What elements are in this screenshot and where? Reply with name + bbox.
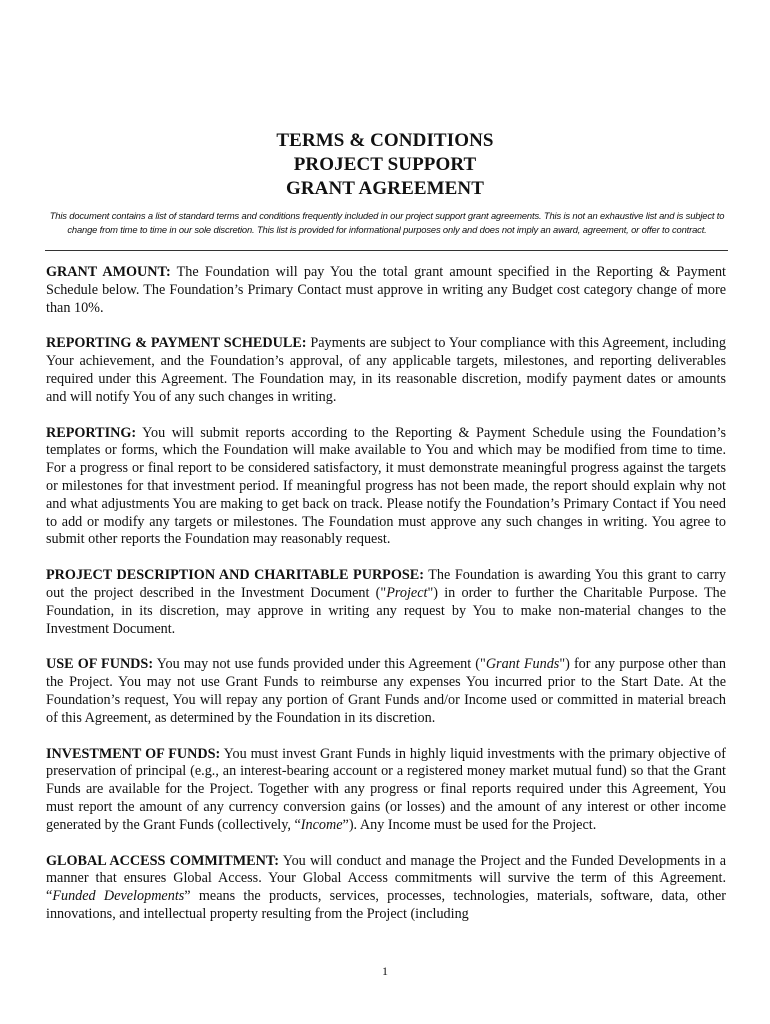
title-line-2: PROJECT SUPPORT bbox=[293, 154, 477, 175]
section-text: Payments are subject to Your compliance with this Agreement, including Your achievement, and the Foundation’s approval, of any applicable targets, milestones, and reporting deliverables required under this Agreement. The Foundation may, in its reasonable discretion, modify payment dates or amounts and will notify You of any such changes in writing. bbox=[46, 335, 726, 405]
disclaimer-note: This document contains a list of standard terms and conditions frequently included in our project support grant agreements. This is not an exhaustive list and is subject to change from time to time in our sole discretion. This list is provided for informational purposes only and does not imply an award, agreement, or offer to contract. bbox=[49, 210, 725, 235]
section-use-of-funds bbox=[46, 656, 726, 727]
section-investment-of-funds bbox=[46, 746, 726, 835]
section-text: The Foundation is awarding You this grant to carry out the project described in the Investment Document (" bbox=[46, 567, 726, 601]
section-heading: GLOBAL ACCESS COMMITMENT: bbox=[46, 852, 279, 869]
section-text: ” means the products, services, processes, technologies, materials, software, data, other innovations, and intellectual property resulting from the Project (including bbox=[46, 888, 726, 922]
section-text: You must invest Grant Funds in highly liquid investments with the primary objective of preservation of principal (e.g., an interest-bearing account or a registered money market mutual fund) so that the Grant Funds are available for the Project. Together with any progress or final reports required under this Agreement, You must report the amount of any currency conversion gains (or losses) and the amount of any interest or other income generated by the Grant Funds (collectively, “ bbox=[46, 745, 726, 833]
section-text: ”). Any Income must be used for the Project. bbox=[342, 816, 597, 833]
section-grant-amount bbox=[46, 264, 726, 317]
section-text: You may not use funds provided under this Agreement (" bbox=[153, 656, 486, 673]
section-heading: PROJECT DESCRIPTION AND CHARITABLE PURPOSE: bbox=[46, 567, 424, 584]
defined-term: Funded Developments bbox=[52, 888, 185, 905]
section-project-description bbox=[46, 567, 726, 638]
title-line-3: GRANT AGREEMENT bbox=[285, 178, 485, 199]
section-text: You will submit reports according to the Reporting & Payment Schedule using the Foundation’s templates or forms, which the Foundation will make available to You and which may be modified from time to time. For a progress or final report to be considered satisfactory, it must demonstrate meaningful progress against the targets or milestones for that investment period. If meaningful progress has not been made, the report should explain why not and what adjustments You are making to get back on track. Please notify the Foundation’s Primary Contact if You need to add or modify any targets or milestones. The Foundation must approve any such changes in writing. You agree to submit other reports the Foundation may reasonably request. bbox=[46, 424, 726, 548]
page-number: 1 bbox=[382, 964, 388, 978]
section-global-access bbox=[46, 853, 726, 924]
section-text: ") in order to further the Charitable Purpose. The Foundation, in its discretion, may approve in writing any request by You to make non-material changes to the Investment Document. bbox=[46, 584, 727, 637]
section-reporting bbox=[46, 425, 726, 550]
section-heading: REPORTING & PAYMENT SCHEDULE: bbox=[46, 335, 307, 352]
section-reporting-payment-schedule bbox=[46, 335, 726, 406]
defined-term: Project bbox=[386, 584, 428, 601]
defined-term: Income bbox=[300, 816, 343, 833]
section-heading: GRANT AMOUNT: bbox=[46, 264, 171, 280]
defined-term: Grant Funds bbox=[485, 656, 560, 673]
title-line-1: TERMS & CONDITIONS bbox=[276, 130, 494, 151]
section-text: You will conduct and manage the Project and the Funded Developments in a manner that ensures Global Access. Your Global Access commitments will survive the term of this Agreement. “ bbox=[46, 852, 726, 905]
section-heading: USE OF FUNDS: bbox=[46, 656, 154, 673]
section-text: The Foundation will pay You the total grant amount specified in the Reporting & Payment Schedule below. The Foundation’s Primary Contact must approve in writing any Budget cost category change of more than 10%. bbox=[46, 264, 726, 316]
terms-body bbox=[46, 264, 726, 924]
section-text: ") for any purpose other than the Project. You may not use Grant Funds to reimburse any expenses You incurred prior to the Start Date. At the Foundation’s request, You will repay any portion of Grant Funds and/or Income used or committed in material breach of this Agreement, as determined by the Foundation in its discretion. bbox=[46, 656, 726, 726]
section-heading: REPORTING: bbox=[46, 424, 137, 441]
header-divider bbox=[45, 250, 728, 251]
document-title bbox=[0, 129, 770, 201]
section-heading: INVESTMENT OF FUNDS: bbox=[46, 745, 221, 762]
